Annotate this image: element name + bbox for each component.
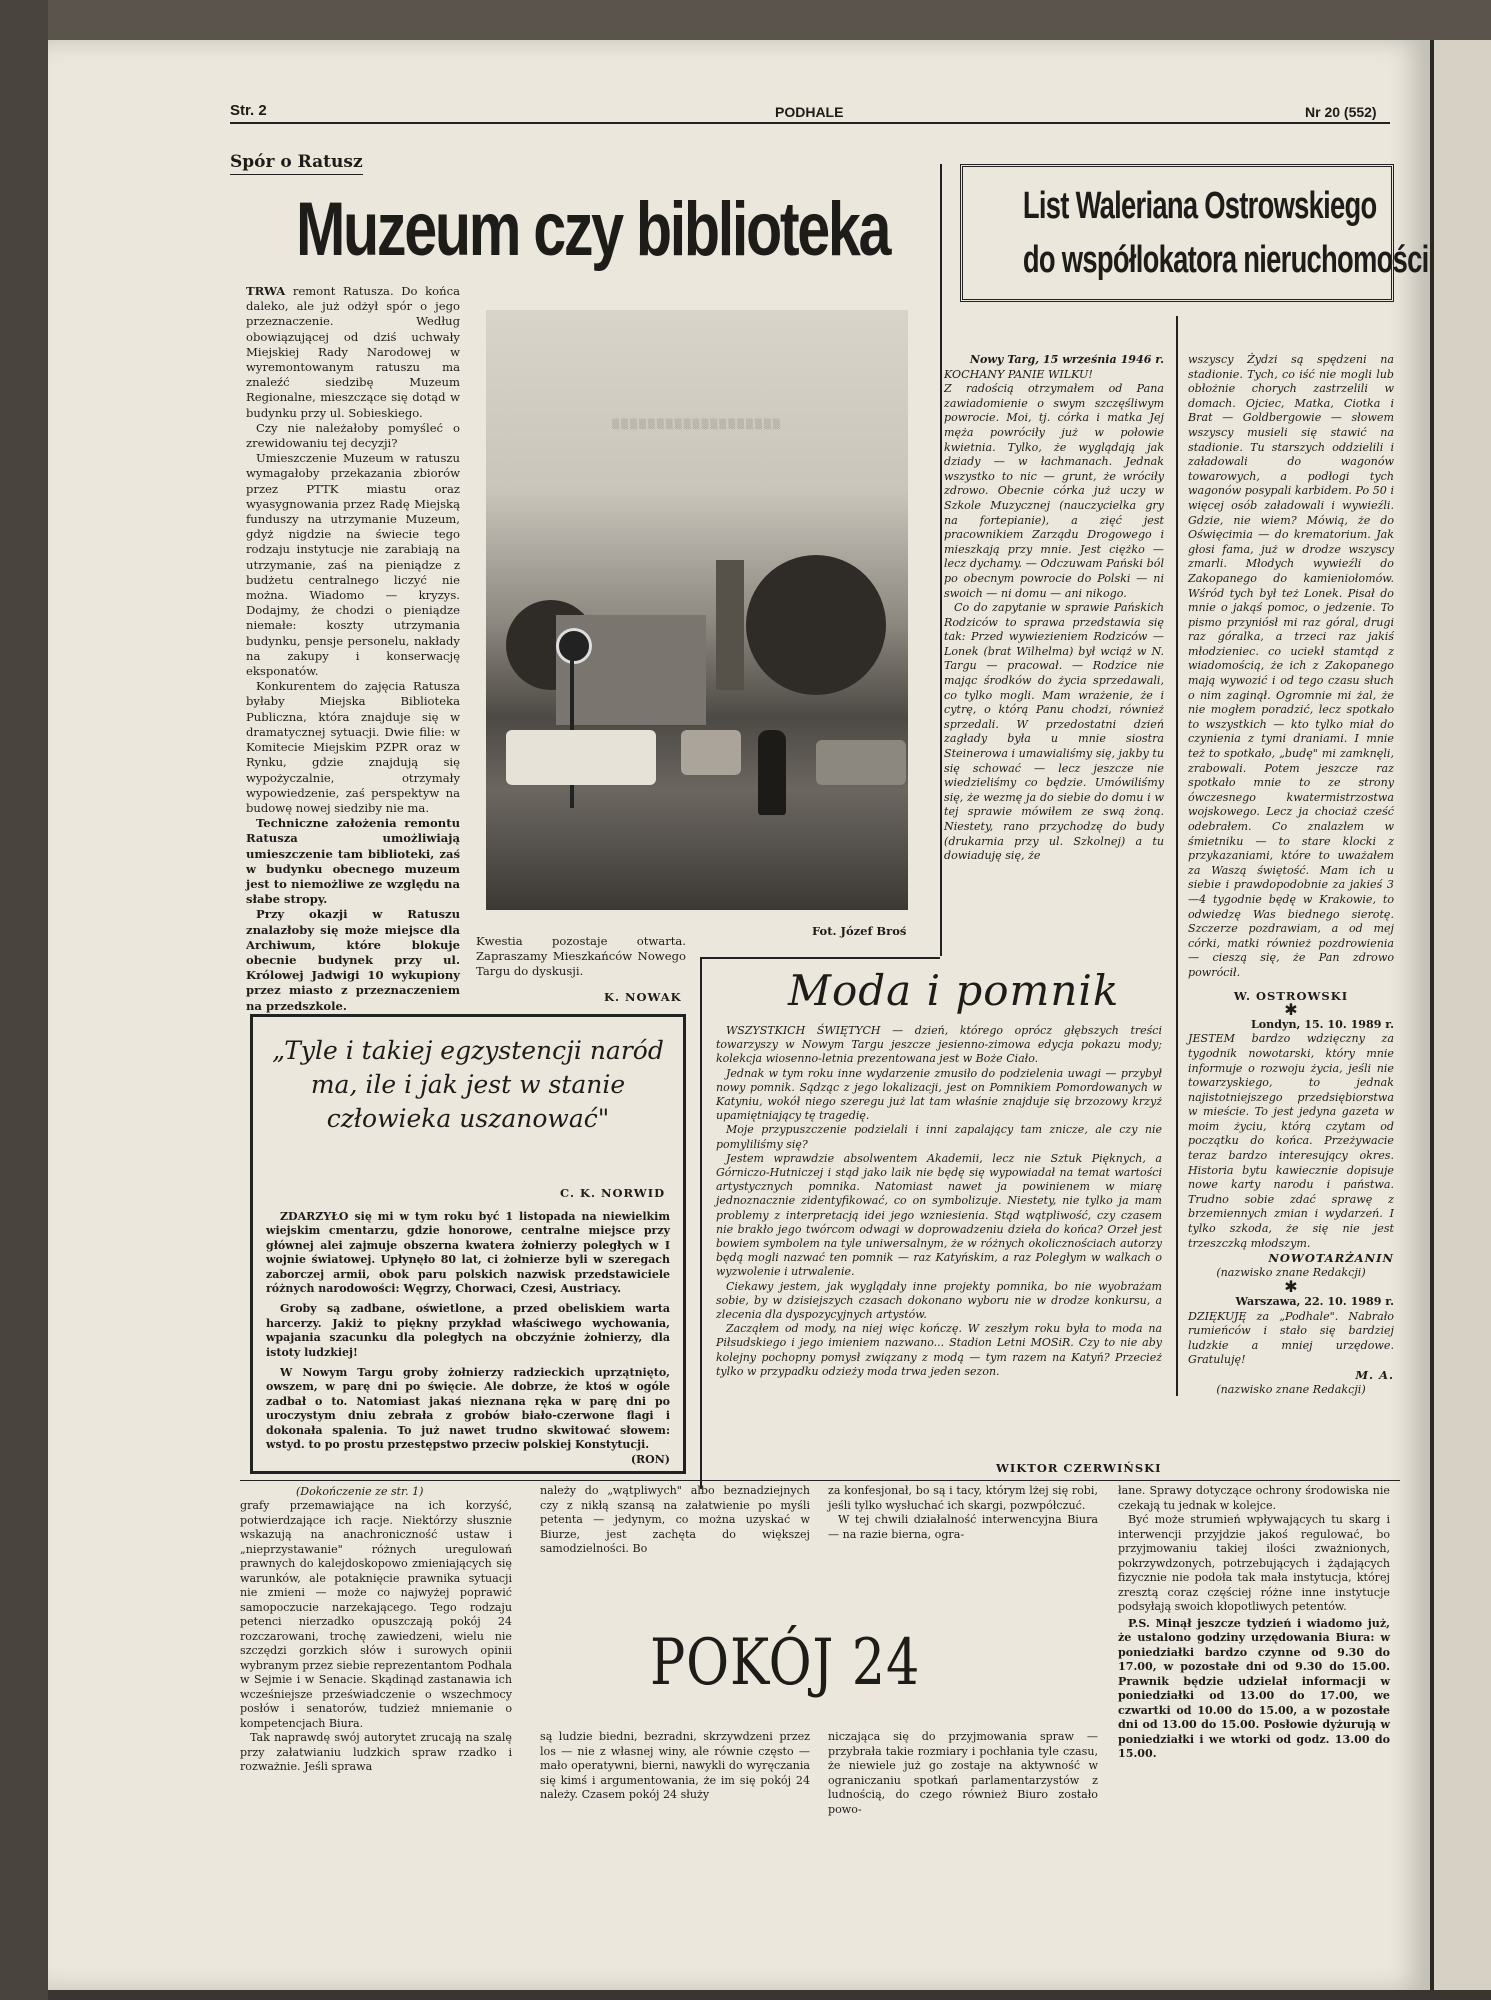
paragraph: W Nowym Targu groby żołnierzy radzieckich uprzątnięto, owszem, w parę dni po święcie. Ale dobrze, że ktoś w ogóle zadbał o to. Natomiast jakaś nieznana ręka w parę dni po uroczystym dniu zebrała z grobów biało-czerwone flagi i dokonała spalenia. To już nawet trudno skwitować słowem: wstyd. to po prostu przestępstwo przeciw polskiej Konstytucji. (266, 1366, 670, 1452)
pedestrian (758, 730, 786, 815)
paragraph: Być może strumień wpływających tu skarg i interwencji przyjdzie jakoś regulować, bo przyjmowaniu takiej ilości zważnionych, pokrzywdzonych, potrzebujących i żądających fizycznie nie podoła tak mała instytucja, której zresztą coraz częściej różne inne instytucje podsyłają swoich kłopotliwych petentów. (1118, 1513, 1390, 1613)
letter-column-2 (1188, 353, 1394, 1397)
headline: Muzeum czy biblioteka (296, 187, 890, 272)
paragraph: Umieszczenie Muzeum w ratuszu wymagałoby przekazania zbiorów przez PTTK miastu oraz wyasygnowania przez Radę Miejską funduszy na utrzymanie Muzeum, gdyż nigdzie na świecie tego rodzaju instytucje nie zarabiają na utrzymanie, zaś na pieniądze z budżetu centralnego liczyć nie można. Wiadomo — kryzys. Dodajmy, że chodzi o pieniądze niemałe: koszty utrzymania budynku, pensje personelu, nakłady na zakupy i konserwację eksponatów. (246, 451, 460, 679)
paragraph: Moje przypuszczenie podzielali i inni zapalający tam znicze, ale czy nie pomyliliśmy się? (716, 1123, 1162, 1151)
star-separator: ✱ (1284, 1000, 1298, 1020)
paragraph: Tak naprawdę swój autorytet zrucają na szalę przy załatwianiu ludzkich spraw rzadko i rozważnie. Jeśli sprawa (240, 1731, 512, 1773)
paragraph: za konfesjonał, bo są i tacy, którym lżej się robi, jeśli tylko wysłuchać ich skargi, pozwpółczuć. (828, 1484, 1098, 1512)
scan-margin (0, 0, 48, 2000)
paragraph: Konkurentem do zajęcia Ratusza byłaby Miejska Biblioteka Publiczna, która znajduje się w dramatycznej sytuacji. Dwie filie: w Komitecie Miejskim PZPR oraz w Rynku, gdzie znajdują się wypożyczalnie, otrzymały wypowiedzenie, zaś perspektyw na budowę nowej siedziby nie ma. (246, 679, 460, 815)
pokoj-column-1 (240, 1499, 512, 1775)
town-hall-tower (716, 560, 744, 690)
paragraph: Przy okazji w Ratuszu znalazłoby się może miejsce dla Archiwum, które blokuje obecnie budynek przy ul. Królowej Jadwigi 10 wykupiony przez miasto z przeznaczeniem na przedszkole. (246, 907, 460, 1013)
paragraph: W tej chwili działalność interwencyjna Biura — na razie bierna, ogra- (828, 1513, 1098, 1541)
paper-name: PODHALE (775, 104, 844, 120)
car (506, 730, 656, 785)
pokoj-column-2a: należy do „wątpliwych" albo beznadziejnych czy z nikłą szansą na załatwienie po myśli petenta — jedynym, co można uzyskać w Biurze, jest zachęta do większej samodzielności. Bo (540, 1484, 810, 1555)
paragraph: łane. Sprawy dotyczące ochrony środowiska nie czekają tu jednak w kolejce. (1118, 1484, 1390, 1512)
photo-credit: Fot. Józef Broś (812, 924, 907, 938)
photo-watermark: ▒▒▒▒▒▒▒▒▒▒▒▒▒▒▒▒▒▒▒ (612, 420, 782, 430)
box-rule (700, 957, 940, 959)
paragraph: DZIĘKUJĘ za „Podhale". Nabrało rumieńców i stało się bardziej ludzkie a mniej urzędowe. Gratuluję! (1188, 1309, 1394, 1367)
norwid-attribution: C. K. NORWID (560, 1186, 666, 1200)
paragraph: WSZYSTKICH ŚWIĘTYCH — dzień, którego oprócz głębszych treści towarzyszy w Nowym Targu jeszcze jesienno-zimowa edycja pokazu mody; kolekcja wiosenno-letnia prezentowana jest w Boże Ciało. (716, 1024, 1162, 1066)
pokoj-column-3b: niczająca się do przyjmowania spraw — przybrała takie rozmiary i pochłania tyle czasu, że niewiele już go zostaje na aktywność w ograniczaniu spotkań parlamentarzystów z ludnością, do czego również Biuro zostało powo- (828, 1730, 1098, 1816)
page-number: Str. 2 (230, 102, 267, 119)
road-sign (556, 628, 592, 664)
section-rule (240, 1480, 1400, 1481)
town-hall-photo (486, 310, 908, 910)
next-page-edge (1430, 40, 1491, 1990)
london-date: Londyn, 15. 10. 1989 r. (1250, 1017, 1394, 1031)
museum-closing: Kwestia pozostaje otwarta. Zapraszamy Mieszkańców Nowego Targu do dyskusji. (476, 934, 686, 979)
london-signature: NOWOTARŻANIN (1268, 1251, 1394, 1266)
paragraph: JESTEM bardzo wdzięczny za tygodnik nowotarski, który mnie informuje o rozwoju życia, jeśli nie towarzyskiego, to jednak najistotniejszego przedsiębiorstwa w mieście. To jest jedyna gazeta w moim życiu, którą czytam od początku do końca. Przeżywacie teraz bardzo interesujący okres. Historia bytu kawiecznie dopisuje nowe karty narodu i państwa. Trudno sobie zdać sprawę z brzemiennych zmian i wydarzeń. I tylko szkoda, że się nie jest trzeszczką młodszym. (1188, 1032, 1394, 1250)
tree (746, 555, 886, 695)
warsaw-date: Warszawa, 22. 10. 1989 r. (1235, 1295, 1394, 1308)
norwid-column (266, 1210, 670, 1467)
letter-salutation: KOCHANY PANIE WILKU! (944, 367, 1093, 381)
letter-title-line2: do współlokatora nieruchomości (1022, 239, 1429, 281)
lead-word: TRWA (246, 284, 286, 298)
london-note: (nazwisko znane Redakcji) (1216, 1265, 1366, 1279)
header-rule (230, 122, 1390, 124)
paragraph: ZDARZYŁO się mi w tym roku być 1 listopada na niewielkim wiejskim cmentarzu, gdzie honorowe, centralne miejsce przy głównej alei zajmuje obszerna kwatera żołnierzy poległych w I wojnie światowej. Upłynęło 80 lat, ci żołnierze byli w szeregach zaborczej armii, obok paru polskich nazwisk przedstawiciele różnych narodowości: Węgrzy, Chorwaci, Czesi, Austriacy. (266, 1210, 670, 1296)
star-separator: ✱ (1284, 1277, 1298, 1297)
letter-date: Nowy Targ, 15 września 1946 r. (969, 353, 1164, 366)
car (816, 740, 906, 785)
norwid-signature: (RON) (630, 1452, 670, 1466)
warsaw-signature: M. A. (1355, 1367, 1394, 1382)
museum-author: K. NOWAK (604, 990, 682, 1004)
pokoj-column-2b: są ludzie biedni, bezradni, skrzywdzeni przez los — nie z własnej winy, ale równie często — mało operatywni, bierni, nawykli do wyręczania się kimś i argumentowania, że im się pokój 24 należy. Czasem pokój 24 służy (540, 1730, 810, 1801)
paragraph: Groby są zadbane, oświetlone, a przed obeliskiem warta harcerzy. Jakiż to piękny przykład właściwego wychowania, wpajania szacunku dla poległych na obczyźnie żołnierzy, dla istoty ludzkiej! (266, 1302, 670, 1359)
pokoj-column-3a (828, 1484, 1098, 1542)
paragraph: Czy nie należałoby pomyśleć o zrewidowaniu tej decyzji? (246, 420, 460, 451)
museum-column (246, 284, 460, 1014)
paragraph: Jednak w tym roku inne wydarzenie zmusiło do podzielenia uwagi — przybył nowy pomnik. Sądząc z jego lokalizacji, jest on Pomnikiem Pomordowanych w Katyniu, wokół niego szeregu już lat tam właśnie znajduje się brzozowy krzyż upamiętniający tę tragedię. (716, 1066, 1162, 1123)
paragraph: Ciekawy jestem, jak wyglądały inne projekty pomnika, bo nie wyobrażam sobie, by w dzisiejszych czasach dokonano wyboru nie w drodze konkursu, a zlecenia dla dyspozycyjnych artystów. (716, 1279, 1162, 1322)
column-rule (1176, 316, 1178, 1396)
column-rule (700, 957, 702, 1489)
paragraph: Co do zapytanie w sprawie Pańskich Rodziców to sprawa przedstawia się tak: Przed wywiezieniem Rodziców — Lonek (brat Wilhelma) był wciąż w N. Targu — pracował. — Rodzice nie mając środków do życia sprzedawali, co tylko mogli. Mam wrażenie, że i cytrę, o którą Panu chodzi, również sprzedali. W przedostatni dzień zagłady była u mnie siostra Steinerowa i umawialiśmy się, jakby tu się schować — lecz jeszcze nie wiedzieliśmy co będzie. Umówiliśmy się, że wezmę ja do siebie do domu i w tej sprawie mówiłem ze swą żoną. Niestety, rano przychodzę do budy (drukarnia przy ul. Szkolnej) a tu dowiaduję się, że (944, 601, 1164, 863)
car (681, 730, 741, 775)
letter-title-box (960, 164, 1429, 302)
letter-column-1 (944, 353, 1164, 864)
paragraph: remont Ratusza. Do końca daleko, ale już odżył spór o jego przeznaczenie. Według obowiązującej od dziś uchwały Miejskiej Rady Narodowej w wyremontowanym ratuszu ma znaleźć siedzibę Muzeum Regionalne, mieszczące się dotąd w budynku przy ul. Sobieskiego. (246, 284, 460, 420)
column-rule (940, 164, 942, 956)
kicker: Spór o Ratusz (230, 152, 363, 175)
continuation-note: (Dokończenie ze str. 1) (296, 1485, 424, 1498)
pokoj-column-4 (1118, 1484, 1390, 1762)
paragraph: grafy przemawiające na ich korzyść, potwierdzające ich racje. Niektórzy słusznie wskazują na anachroniczność ustaw i „nieprzystawanie" różnych uregulowań prawnych do kalejdoskopowo zmieniających się warunków, ale potaknięcie prawnika sytuacji nie zmieni — może co najwyżej poprawić samopoczucie narzekającego. Tego rodzaju petenci nierzadko opuszczają pokój 24 rozczarowani, trochę zawiedzeni, wielu nie szczędzi gorzkich słów i surowych opinii wybranym przez siebie reprezentantom Podhala w Sejmie i w Senacie. Skądinąd zastanawia ich wcześniejsze przeświadczenie o wszechmocy posłów i senatorów, tudzież mniemanie o kompetencjach Biura. (240, 1499, 512, 1730)
paragraph: Z radością otrzymałem od Pana zawiadomienie o swym szczęśliwym powrocie. Moi, tj. córka i matka Jej męża powróciły już w połowie kwietnia. Tylko, że wyglądają jak dziady — w łachmanach. Jednak wszystko to nic — grunt, że wróciły zdrowo. Obecnie córka już uczy w Szkole Muzycznej (nauczycielka gry na fortepianie), a zięć jest pracownikiem Zarządu Drogowego i mieszkają przy mnie. Jest ciężko — lecz dychamy. — Odczuwam Pański ból po obecnym powrocie do Polski — ni swoich — ni domu — ani nikogo. (944, 382, 1164, 600)
warsaw-note: (nazwisko znane Redakcji) (1216, 1382, 1366, 1396)
norwid-quote-title: „Tyle i takiej egzystencji naród ma, ile i jak jest w stanie człowieka uszanować" (272, 1036, 664, 1133)
paragraph: Zacząłem od mody, na niej więc kończę. W zeszłym roku była to moda na Piłsudskiego i jego imieniem nazwano... Stadion Letni MOSiR. Czy to nie aby kolejny pochopny pomysł związany z modą — tym razem na Katyń? Przecież tylko w przypadku odzieży moda trwa jeden sezon. (716, 1322, 1162, 1378)
moda-title: Moda i pomnik (788, 966, 1120, 1015)
scan-top-bar (48, 0, 1491, 40)
moda-author: WIKTOR CZERWIŃSKI (996, 1461, 1162, 1475)
letter-title-line1: List Waleriana Ostrowskiego (1022, 185, 1377, 227)
moda-column (716, 1024, 1162, 1379)
pokoj-title: POKÓJ 24 (650, 1626, 921, 1700)
issue-number: Nr 20 (552) (1305, 104, 1377, 120)
postscript: P.S. Minął jeszcze tydzień i wiadomo już, że ustalono godziny urzędowania Biura: w poniedziałki bardzo czynne od 9.30 do 17.00, w pozostałe dni od 9.30 do 15.00. Prawnik będzie udzielał informacji w poniedziałki od 13.00 do 17.00, we czwartki od 10.00 do 15.00, a w pozostałe dni od 13.00 do 15.00. Posłowie dyżurują w poniedziałki i we wtorki od godz. 13.00 do 15.00. (1118, 1616, 1390, 1760)
paragraph: Techniczne założenia remontu Ratusza umożliwiają umieszczenie tam biblioteki, zaś w budynku obecnego muzeum jest to niemożliwe ze względu na słabe stropy. (246, 816, 460, 907)
paragraph: Jestem wprawdzie absolwentem Akademii, lecz nie Sztuk Pięknych, a Górniczo-Hutniczej i stąd jako laik nie będę się wypowiadał na temat wartości artystycznych pomnika. Natomiast nawet ja powinienem w miarę jednoznacznie zidentyfikować, co on symbolizuje. Niestety, nie tylko ja mam problemy z interpretacją idei jego wzniesienia. Stąd wątpliwość, czy czasem nie brakło jego twórcom odwagi w doprowadzeniu dzieła do końca? Orzeł jest bowiem symbolem na tyle uniwersalnym, że w różnych okolicznościach autorzy będą mogli nazwać ten pomnik — raz Katyńskim, a raz Poległym w walkach o wyzwolenie i utrwalenie. (716, 1151, 1162, 1279)
letter-signature: W. OSTROWSKI (1233, 988, 1349, 1003)
paragraph: wszyscy Żydzi są spędzeni na stadionie. Tych, co iść nie mogli lub obłożnie chorych zastrzelili w domach. Ojciec, Matka, Ciotka i Brat — Goldbergowie — słowem wszyscy musieli się stawić na stadionie. Tu starszych oddzielili i załadowali do wagonów towarowych, a podłogi tych wagonów posypali karbidem. Po 50 i więcej osób załadowali i wywieźli. Gdzie, nie wiem? Mówią, że do Oświęcimia — do krematorium. Jak głosi fama, już w drodze wszyscy zmarli. Młodych wywieźli do Zakopanego do kamieniołomów. Wśród tych był też Lonek. Pisał do mnie o jakąś pomoc, o jedzenie. To pismo przyniósł mi raz góral, drugi raz góralka, a trzeci raz jakiś młodzieniec. co uciekł stamtąd z wiadomością, że ich z Zakopanego mają wywozić i od tego czasu słuch o nim zaginął. Ogromnie mi żal, że nie mogłem poradzić, lecz spotkało to wszystkich — kto tylko miał do czynienia z tymi draniami. I mnie też to spotkało, „budę" mi zamknęli, zrabowali. Potem jeszcze raz spotkało mnie to ze strony ówczesnego kwatermistrzostwa wojskowego. Lecz ja chociaż cześć odebrałem. Co znalazłem w śmietniku — to stare klocki z przykazaniami, które to uważałem za Waszą świętość. Mam ich u siebie i prawdopodobnie za jakieś 3—4 tygodnie będę w Krakowie, to odwiedzę Was biednego sierotę. Szczerze pozdrawiam, a od mej córki, matki również pozdrowienia — cieszą się, że Pan zdrowo powrócił. (1188, 353, 1394, 979)
